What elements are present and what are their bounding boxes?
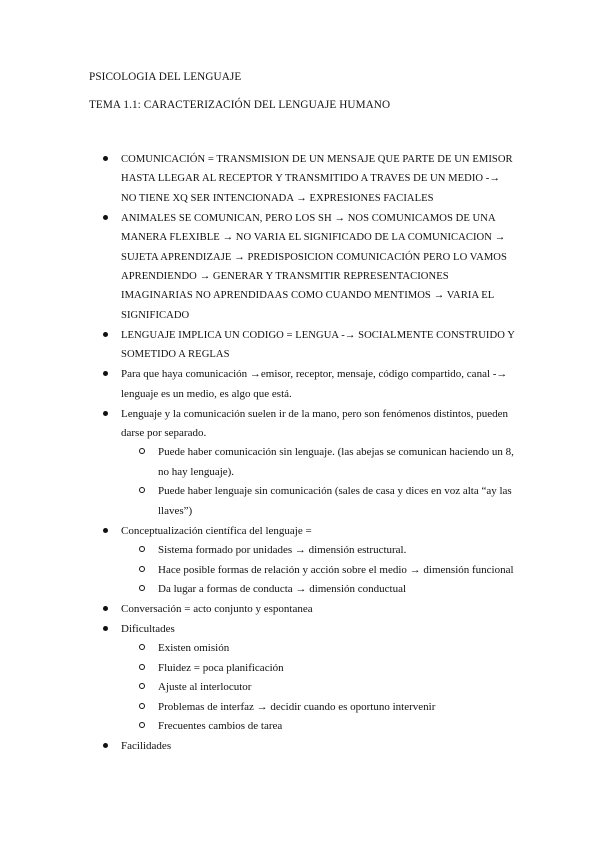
notes-list bbox=[0, 150, 600, 757]
circle-bullet-icon bbox=[139, 664, 145, 670]
sub-item-text: Hace posible formas de relación y acción sobre el medio → dimensión funcional bbox=[158, 563, 514, 576]
bullet-icon bbox=[103, 215, 108, 220]
item-text: Dificultades bbox=[121, 622, 175, 635]
sub-list bbox=[121, 443, 516, 521]
bullet-icon bbox=[103, 332, 108, 337]
item-text: Conversación = acto conjunto y espontanea bbox=[121, 602, 313, 615]
course-title: PSICOLOGIA DEL LENGUAJE bbox=[89, 71, 242, 83]
circle-bullet-icon bbox=[139, 566, 145, 572]
sub-list-item bbox=[0, 698, 516, 717]
circle-bullet-icon bbox=[139, 585, 145, 591]
list-item bbox=[0, 326, 600, 365]
sub-item-text: Sistema formado por unidades → dimensión estructural. bbox=[158, 544, 407, 557]
sub-list bbox=[121, 541, 516, 599]
bullet-icon bbox=[103, 626, 108, 631]
item-text: Para que haya comunicación →emisor, receptor, mensaje, código compartido, canal -→ lenguaje es un medio, es algo que está. bbox=[121, 368, 508, 400]
sub-list-item bbox=[0, 678, 516, 697]
item-text: ANIMALES SE COMUNICAN, PERO LOS SH → NOS COMUNICAMOS DE UNA MANERA FLEXIBLE → NO VARIA EL SIGNIFICADO DE LA COMUNICACION → SUJETA APRENDIZAJE → PREDISPOSICION COMUNICACIÓN PERO LO VAMOS APRENDIENDO → GENERAR Y TRANSMITIR REPRESENTACIONES IMAGINARIAS NO APRENDIDAAS COMO CUANDO MENTIMOS → VARIA EL SIGNIFICADO bbox=[121, 212, 507, 321]
sub-item-text: Puede haber comunicación sin lenguaje. (las abejas se comunican haciendo un 8, no hay lenguaje). bbox=[158, 446, 514, 478]
sub-list bbox=[121, 639, 516, 736]
circle-bullet-icon bbox=[139, 546, 145, 552]
sub-item-text: Puede haber lenguaje sin comunicación (sales de casa y dices en voz alta “ay las llaves”) bbox=[158, 485, 512, 517]
sub-item-text: Existen omisión bbox=[158, 642, 230, 655]
circle-bullet-icon bbox=[139, 703, 145, 709]
circle-bullet-icon bbox=[139, 683, 145, 689]
list-item bbox=[0, 365, 600, 404]
item-text: LENGUAJE IMPLICA UN CODIGO = LENGUA -→ SOCIALMENTE CONSTRUIDO Y SOMETIDO A REGLAS bbox=[121, 329, 515, 361]
circle-bullet-icon bbox=[139, 487, 145, 493]
bullet-icon bbox=[103, 371, 108, 376]
circle-bullet-icon bbox=[139, 722, 145, 728]
sub-list-item bbox=[0, 443, 516, 482]
bullet-icon bbox=[103, 528, 108, 533]
sub-list-item bbox=[0, 580, 516, 599]
sub-list-item bbox=[0, 482, 516, 521]
circle-bullet-icon bbox=[139, 448, 145, 454]
list-item bbox=[0, 209, 600, 325]
sub-item-text: Fluidez = poca planificación bbox=[158, 661, 284, 674]
bullet-icon bbox=[103, 606, 108, 611]
sub-item-text: Ajuste al interlocutor bbox=[158, 681, 252, 694]
item-text: Conceptualización científica del lenguaje = bbox=[121, 524, 312, 537]
list-item bbox=[0, 522, 600, 600]
list-item bbox=[0, 737, 600, 756]
sub-list-item bbox=[0, 639, 516, 658]
list-item bbox=[0, 600, 600, 619]
item-text: COMUNICACIÓN = TRANSMISION DE UN MENSAJE QUE PARTE DE UN EMISOR HASTA LLEGAR AL RECEPTOR Y TRANSMITIDO A TRAVES DE UN MEDIO -→ NO TIENE XQ SER INTENCIONADA → EXPRESIONES FACIALES bbox=[121, 154, 513, 204]
list-item bbox=[0, 150, 600, 208]
list-item bbox=[0, 620, 600, 736]
item-text: Facilidades bbox=[121, 739, 172, 752]
circle-bullet-icon bbox=[139, 644, 145, 650]
sub-list-item bbox=[0, 561, 516, 580]
sub-list-item bbox=[0, 659, 516, 678]
bullet-icon bbox=[103, 411, 108, 416]
item-text: Lenguaje y la comunicación suelen ir de la mano, pero son fenómenos distintos, pueden darse por separado. bbox=[121, 407, 509, 440]
sub-list-item bbox=[0, 541, 516, 560]
sub-item-text: Da lugar a formas de conducta → dimensión conductual bbox=[158, 582, 407, 595]
list-item bbox=[0, 405, 600, 521]
sub-item-text: Frecuentes cambios de tarea bbox=[158, 719, 283, 732]
sub-list-item bbox=[0, 717, 516, 736]
topic-title: TEMA 1.1: CARACTERIZACIÓN DEL LENGUAJE HUMANO bbox=[89, 99, 391, 111]
sub-item-text: Problemas de interfaz → decidir cuando es oportuno intervenir bbox=[158, 700, 436, 713]
bullet-icon bbox=[103, 743, 108, 748]
bullet-icon bbox=[103, 156, 108, 161]
